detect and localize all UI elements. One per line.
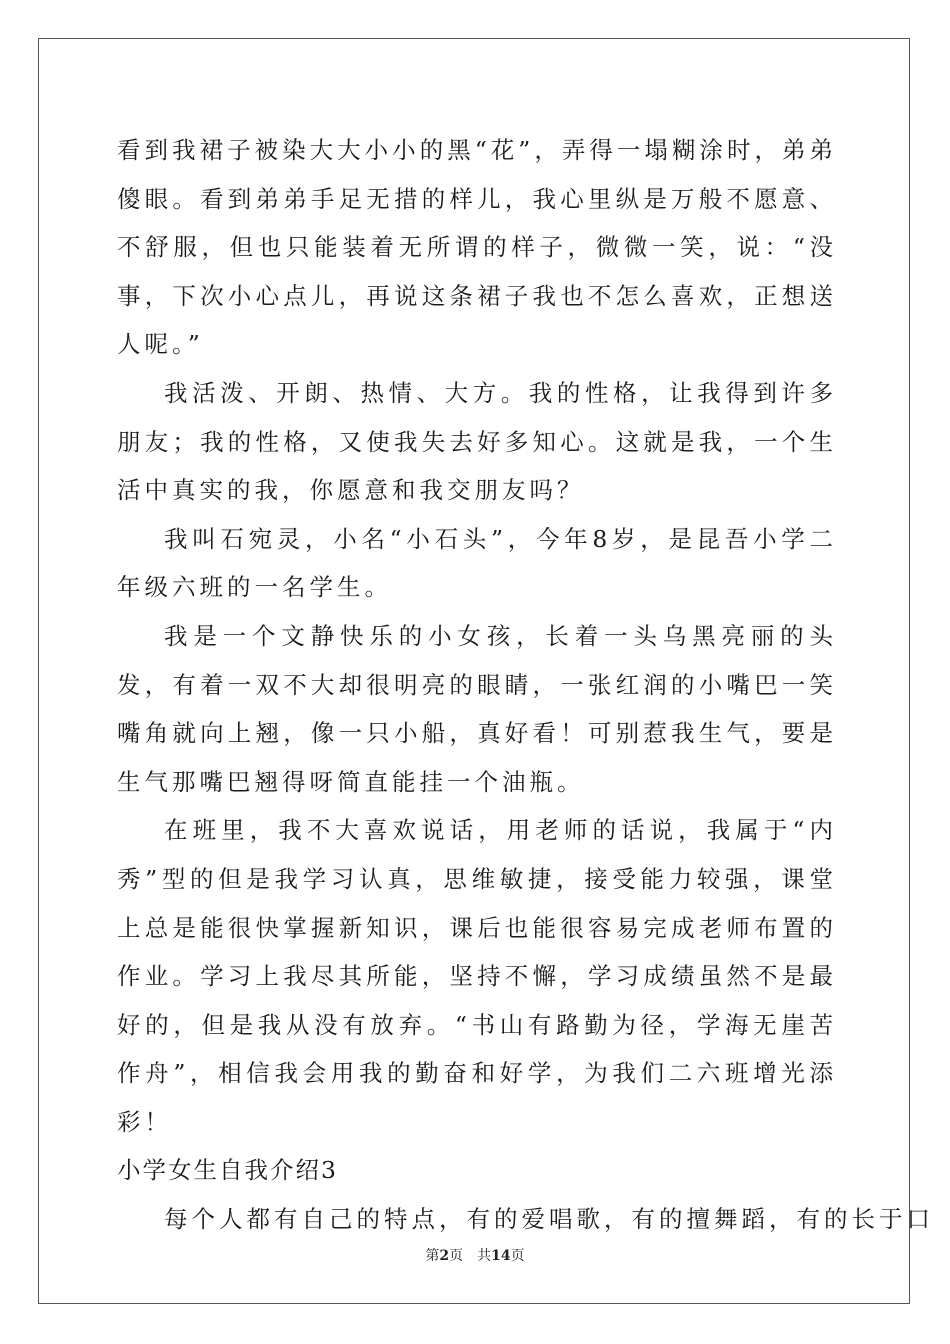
paragraph-personality: 我活泼、开朗、热情、大方。我的性格，让我得到许多朋友；我的性格，又使我失去好多知心。这就是我，一个生活中真实的我，你愿意和我交朋友吗？ xyxy=(117,378,837,505)
page-footer xyxy=(0,1245,950,1265)
paragraph-continued: 看到我裙子被染大大小小的黑“花”，弄得一塌糊涂时，弟弟傻眼。看到弟弟手足无措的样儿，我心里纵是万般不愿意、不舒服，但也只能装着无所谓的样子，微微一笑，说：“没事，下次小心点儿，再说这条裙子我也不怎么喜欢，正想送人呢。” xyxy=(117,136,837,359)
paragraph-appearance: 我是一个文静快乐的小女孩，长着一头乌黑亮丽的头发，有着一双不大却很明亮的眼睛，一张红润的小嘴巴一笑嘴角就向上翘，像一只小船，真好看！可别惹我生气，要是生气那嘴巴翘得呀简直能挂一个油瓶。 xyxy=(117,621,837,796)
footer-total-pages: 14 xyxy=(491,1248,511,1264)
footer-suffix: 页 xyxy=(510,1248,525,1264)
paragraph-name-intro: 我叫石宛灵，小名“小石头”，今年8岁，是昆吾小学二年级六班的一名学生。 xyxy=(117,524,837,602)
paragraph-section3-start: 每个人都有自己的特点，有的爱唱歌，有的擅舞蹈，有的长于口 xyxy=(164,1205,934,1234)
document-body xyxy=(117,126,934,1244)
footer-mid: 页 共 xyxy=(449,1248,492,1264)
footer-prefix: 第 xyxy=(425,1248,440,1264)
paragraph-study: 在班里，我不大喜欢说话，用老师的话说，我属于“内秀”型的但是我学习认真，思维敏捷，接受能力较强，课堂上总是能很快掌握新知识，课后也能很容易完成老师布置的作业。学习上我尽其所能，坚持不懈，学习成绩虽然不是最好的，但是我从没有放弃。“书山有路勤为径，学海无崖苦作舟”，相信我会用我的勤奋和好学，为我们二六班增光添彩！ xyxy=(117,816,837,1136)
section-heading: 小学女生自我介绍3 xyxy=(117,1156,338,1185)
footer-current-page: 2 xyxy=(439,1248,450,1264)
